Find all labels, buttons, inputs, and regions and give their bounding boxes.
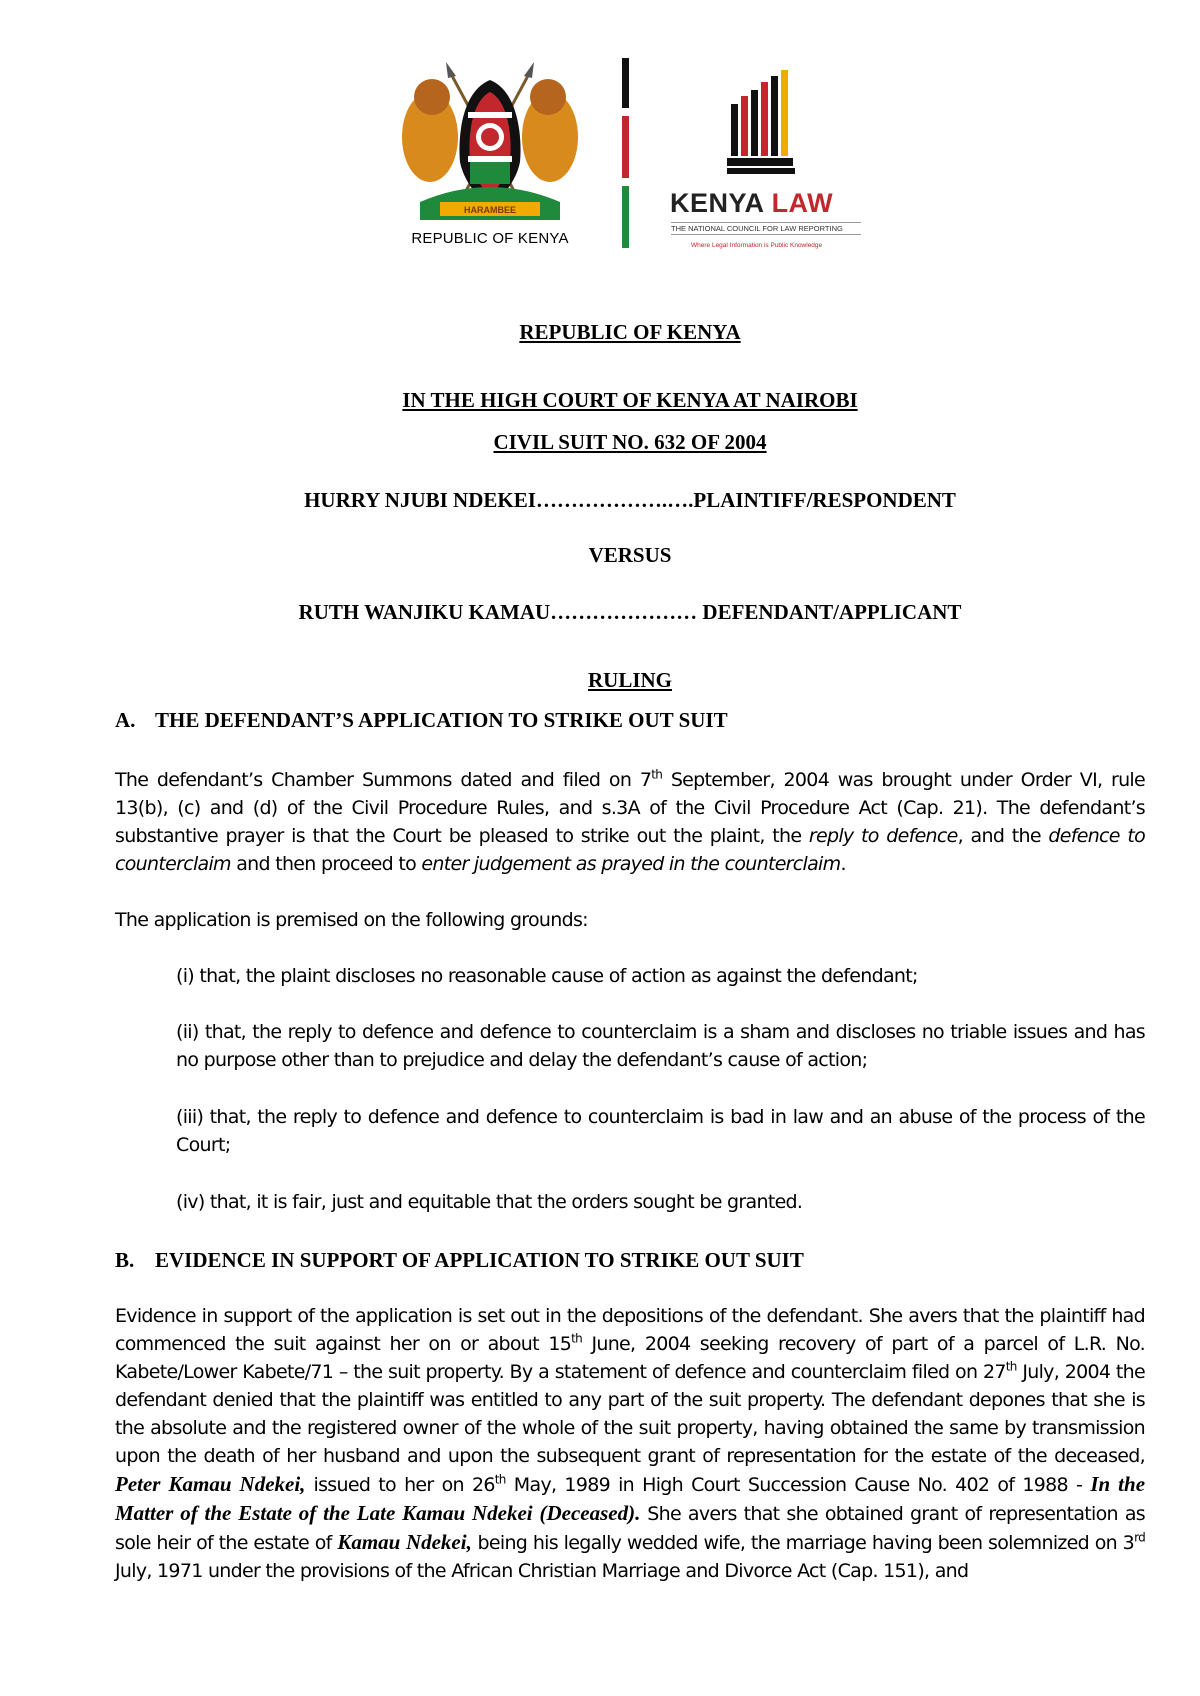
heading-republic: REPUBLIC OF KENYA <box>519 320 741 344</box>
heading-court: IN THE HIGH COURT OF KENYA AT NAIROBI <box>402 388 858 412</box>
plaintiff-line: HURRY NJUBI NDEKEI……………….….PLAINTIFF/RESPONDENT <box>304 488 956 512</box>
coat-of-arms-label: REPUBLIC OF KENYA <box>411 230 569 247</box>
coat-of-arms-logo <box>390 52 590 252</box>
document-header <box>0 0 1200 260</box>
ground-item: (iv) that, it is fair, just and equitable that the orders sought be granted. <box>176 1191 803 1213</box>
section-a-heading: A. THE DEFENDANT’S APPLICATION TO STRIKE OUT SUIT <box>115 708 728 732</box>
ground-item: (iii) that, the reply to defence and defence to counterclaim is bad in law and an abuse of the process of the Court; <box>176 1106 1145 1156</box>
ground-item: (i) that, the plaint discloses no reasonable cause of action as against the defendant; <box>176 965 918 987</box>
defendant-line: RUTH WANJIKU KAMAU………………… DEFENDANT/APPLICANT <box>298 600 962 624</box>
coat-of-arms-icon <box>390 52 590 227</box>
kenya-law-tagline: Where Legal Information is Public Knowledge <box>691 242 823 249</box>
kenya-law-subtitle: THE NATIONAL COUNCIL FOR LAW REPORTING <box>671 222 861 235</box>
versus-line: VERSUS <box>588 543 672 567</box>
heading-ruling: RULING <box>587 668 672 692</box>
kenya-law-logo <box>665 70 865 260</box>
svg-text:HARAMBEE: HARAMBEE <box>463 205 517 215</box>
section-b-heading: B. EVIDENCE IN SUPPORT OF APPLICATION TO STRIKE OUT SUIT <box>115 1248 804 1272</box>
kenya-law-name: KENYA LAW <box>670 188 834 218</box>
flag-color-bar <box>622 58 629 248</box>
paragraph-grounds-intro: The application is premised on the following grounds: <box>115 909 588 931</box>
heading-suit-number: CIVIL SUIT NO. 632 OF 2004 <box>493 430 767 454</box>
ground-item: (ii) that, the reply to defence and defence to counterclaim is a sham and discloses no triable issues and has no purpose other than to prejudice and delay the defendant’s cause of action; <box>176 1021 1145 1071</box>
paragraph-application: The defendant’s Chamber Summons dated and filed on 7th September, 2004 was brought under Order VI, rule 13(b), (c) and (d) of the Civil Procedure Rules, and s.3A of the Civil Procedure Act (Cap. 21). The defendant’s substantive prayer is that the Court be pleased to strike out the plaint, the reply to defence, and the defence to counterclaim and then proceed to enter judgement as prayed in the counterclaim. <box>115 767 1145 875</box>
paragraph-evidence: Evidence in support of the application is set out in the depositions of the defendant. She avers that the plaintiff had commenced the suit against her on or about 15th June, 2004 seeking recovery of part of a parcel of L.R. No. Kabete/Lower Kabete/71 – the suit property. By a statement of defence and counterclaim filed on 27th July, 2004 the defendant denied that the plaintiff was entitled to any part of the suit property. The defendant depones that she is the absolute and the registered owner of the whole of the suit property, having obtained the same by transmission upon the death of her husband and upon the subsequent grant of representation for the estate of the deceased, Peter Kamau Ndekei, issued to her on 26th May, 1989 in High Court Succession Cause No. 402 of 1988 - In the Matter of the Estate of the Late Kamau Ndekei (Deceased). She avers that she obtained grant of representation as sole heir of the estate of Kamau Ndekei, being his legally wedded wife, the marriage having been solemnized on 3rd July, 1971 under the provisions of the African Christian Marriage and Divorce Act (Cap. 151), and <box>115 1305 1146 1582</box>
columns-icon <box>727 70 799 180</box>
